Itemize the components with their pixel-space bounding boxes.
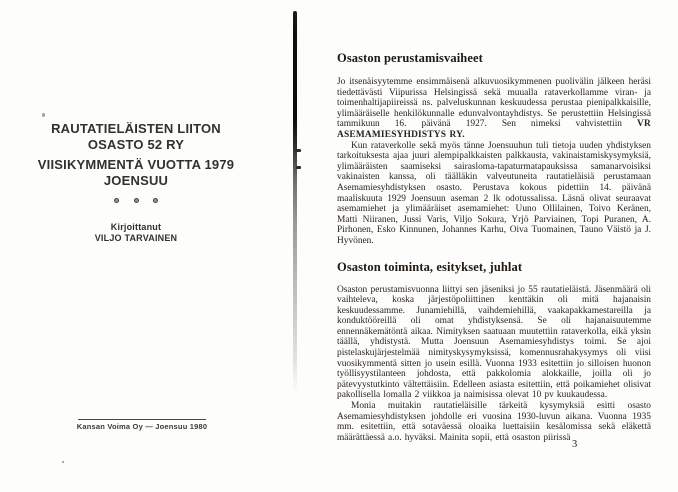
title-line-2: OSASTO 52 RY (87, 136, 185, 152)
section-heading-toiminta: Osaston toiminta, esitykset, juhlat (337, 259, 523, 274)
byline (18, 222, 254, 244)
scan-artifact-mark (295, 149, 301, 152)
author-name: VILJO TARVAINEN (94, 233, 178, 243)
paragraph: Osaston perustamisvuonna liittyi sen jäseniksi jo 55 rautatieläistä. Jäsenmäärä oli vaihteleva, koska järjestöpoliittinen kenttäkin oli mitä hajanaisin keskuudessamme. Junamiehillä, vaihdemiehillä, vaakapakkamestareilla ja konduktööreillä oli omat yhdistyksensä. Se oli hajanaisuutemme ennennäkemätöntä aikaa. Nimityksen saatuaan muutettiin rataverkolla, eikä yksin täällä, yhdistystä. Mutta Joensuun Asemamiesyhdistys toimi. Se ajoi pistelaskujärjestelmää nimityskysymyksissä, komennusrahakysymys oli viisi vuosikymmentä sitten jo usein esillä. Vuonna 1933 esitettiin jo silloisen huonon työllisyystilanteen johdosta, että pakkolomia alokkaille, joilla oli jo pätevyystutkinto vältettäisiin. Edelleen asiasta esitettiin, että poikamiehet olisivat pakollisella lomalla 2 viikkoa ja naimisissa olevat 10 pv kuukaudessa. (337, 284, 651, 401)
organization-name-bold: VR ASEMAMIESYHDISTYS RY. (337, 119, 651, 140)
imprint-divider (78, 419, 206, 420)
paragraph: Kun rataverkolle sekä myös tänne Joensuuhun tuli tietoja uuden yhdistyksen tarkoituksesta ajaa juuri alempipalkkaisten palkkausta, vakinaistamiskysymyksiä, ylimääräisten saamiseksi sairasloma-tapaturmatapauksissa samanarvoisiksi vakinaisten kanssa, oli täälläkin valveutuneita rautatieläisiä perustamaan Asemamiesyhdistyksen osasto. Perustava kokous pidettiin 14. päivänä maaliskuuta 1929 Joensuun aseman 2 lk odotussalissa. Läsnä olivat seuraavat asemamiehet ja ylimääräiset asemamiehet: Uuno Ollilainen, Toivo Keränen, Matti Niiranen, Jussi Varis, Viljo Sokura, Yrjö Parviainen, Topi Puranen, A. Pirhonen, Esko Kinnunen, Johannes Karhu, Oiva Tuomainen, Tauno Väistö ja J. Hyvönen. (337, 140, 651, 246)
right-page (337, 51, 651, 443)
paragraph (337, 77, 651, 141)
paragraph-text: Jo itsenäisyytemme ensimmäisenä alkuvuosikymmenen puolivälin jälkeen heräsi tiedettävästi Viipurissa Helsingissä sekä muualla rataverkollamme viran- ja toimenhaltijapiireissä ns. palveluskunnan keskuudessa perustaa pienipalkkaisille, ylimääräiselle henkilökunnalle edunvalvontayhdistys. Se perustettiin Helsingissä tammikuun 16. päivänä 1927. Sen nimeksi vahvistettiin (337, 77, 651, 130)
book-title (18, 121, 254, 152)
title-line-1: RAUTATIELÄISTEN LIITON (51, 121, 221, 136)
paragraph: Monia muitakin rautatieläisille tärkeitä kysymyksiä esitti osasto Asemamiesyhdistyksen johdolle eri vuosina 1930-luvun aikana. Vuonna 1935 mm. esitettiin, että sotaväessä oloaika luettaisiin kesälomissa sekä eläkettä määrättäessä a.o. hyväksi. Mainita sopii, että osaston piirissä (337, 401, 651, 443)
subtitle-line-2: JOENSUU (103, 172, 169, 188)
book-spine-shadow (293, 11, 297, 393)
section-heading-perustamisvaiheet: Osaston perustamisvaiheet (337, 51, 483, 65)
left-page (18, 121, 254, 244)
imprint-text: Kansan Voima Oy — Joensuu 1980 (76, 422, 208, 431)
scan-artifact-mark (296, 166, 301, 169)
byline-label: Kirjoittanut (110, 222, 162, 232)
ornament-dot-icon (153, 198, 158, 203)
ornament-dots (18, 198, 254, 204)
scan-artifact-speck (62, 461, 64, 463)
ornament-dot-icon (134, 198, 139, 203)
anniversary-subtitle (18, 157, 254, 188)
scan-artifact-speck (42, 113, 45, 117)
page-number: 3 (572, 439, 578, 450)
ornament-dot-icon (114, 198, 119, 203)
subtitle-line-1: VIISIKYMMENTÄ VUOTTA 1979 (37, 157, 235, 172)
